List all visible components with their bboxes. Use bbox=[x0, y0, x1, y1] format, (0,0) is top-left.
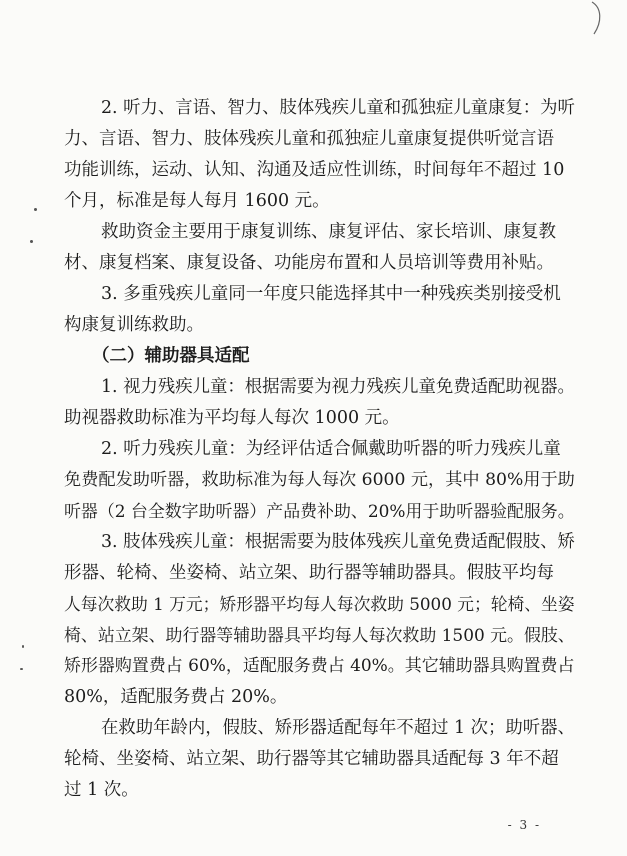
text-line: 力、言语、智力、肢体残疾儿童和孤独症儿童康复提供听觉言语 bbox=[64, 129, 554, 149]
text-line: 过 1 次。 bbox=[64, 780, 139, 800]
page-number: - 3 - bbox=[507, 818, 541, 832]
text-line: 在救助年龄内，假肢、矫形器适配每年不超过 1 次；助听器、 bbox=[101, 718, 575, 738]
text-line: 人每次救助 1 万元；矫形器平均每人每次救助 5000 元；轮椅、坐姿 bbox=[64, 594, 575, 614]
text-line: 轮椅、坐姿椅、站立架、助行器等其它辅助器具适配每 3 年不超 bbox=[64, 749, 559, 769]
text-line: 个月，标准是每人每月 1600 元。 bbox=[64, 191, 330, 211]
text-line: 1. 视力残疾儿童：根据需要为视力残疾儿童免费适配助视器。 bbox=[101, 377, 575, 397]
text-line: 2. 听力残疾儿童：为经评估适合佩戴助听器的听力残疾儿童 bbox=[101, 439, 561, 459]
text-line: 3. 肢体残疾儿童：根据需要为肢体残疾儿童免费适配假肢、矫 bbox=[101, 532, 575, 552]
text-line: 2. 听力、言语、智力、肢体残疾儿童和孤独症儿童康复：为听 bbox=[101, 98, 575, 118]
text-line: 救助资金主要用于康复训练、康复评估、家长培训、康复教 bbox=[101, 222, 556, 242]
text-line: 听器（2 台全数字助听器）产品费补助、20%用于助听器验配服务。 bbox=[64, 501, 575, 521]
text-line: 椅、站立架、助行器等辅助器具平均每人每次救助 1500 元。假肢、 bbox=[64, 625, 575, 645]
text-line: 形器、轮椅、坐姿椅、站立架、助行器等辅助器具。假肢平均每 bbox=[64, 563, 554, 583]
scan-mark-icon bbox=[584, 0, 608, 38]
text-line: 材、康复档案、康复设备、功能房布置和人员培训等费用补贴。 bbox=[64, 253, 554, 273]
text-line: 3. 多重残疾儿童同一年度只能选择其中一种残疾类别接受机 bbox=[101, 284, 561, 304]
text-line: 构康复训练救助。 bbox=[64, 315, 204, 335]
text-line: 免费配发助听器，救助标准为每人每次 6000 元，其中 80%用于助 bbox=[64, 470, 575, 490]
text-line: 助视器救助标准为平均每人每次 1000 元。 bbox=[64, 408, 400, 428]
section-heading: （二）辅助器具适配 bbox=[92, 346, 250, 366]
text-line: 功能训练，运动、认知、沟通及适应性训练，时间每年不超过 10 bbox=[64, 160, 565, 180]
text-line: 矫形器购置费占 60%，适配服务费占 40%。其它辅助器具购置费占 bbox=[64, 656, 575, 676]
text-line: 80%，适配服务费占 20%。 bbox=[64, 687, 288, 707]
